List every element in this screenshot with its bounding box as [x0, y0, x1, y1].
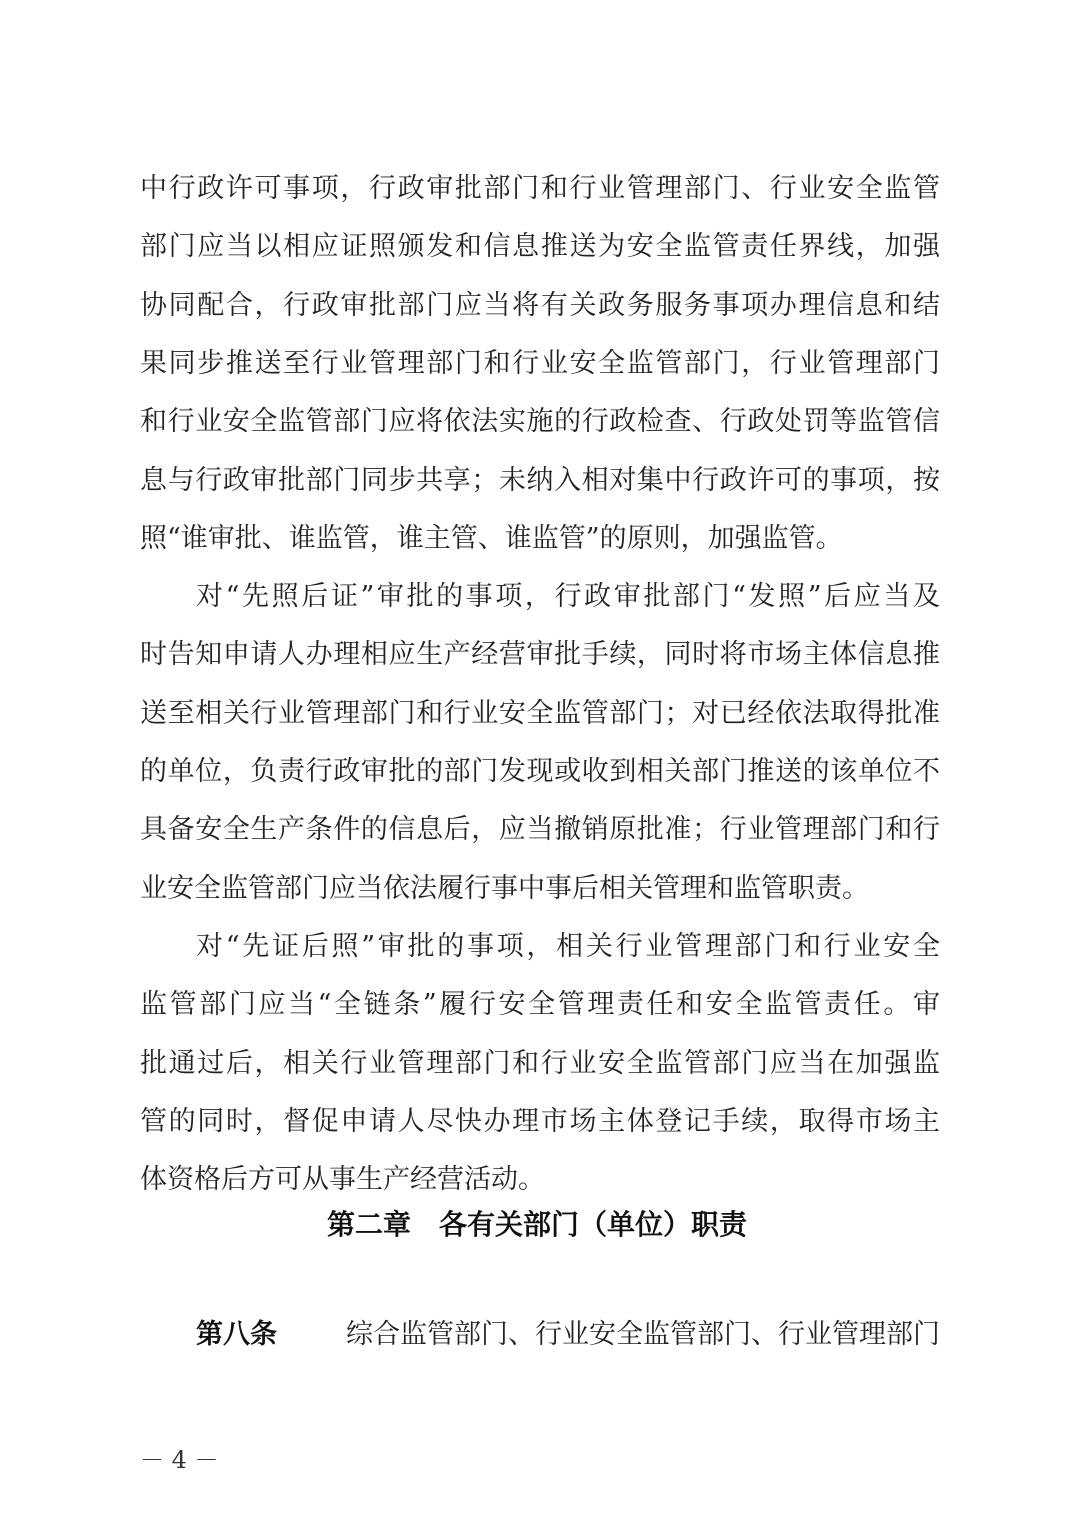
text-line: 对“先照后证”审批的事项，行政审批部门“发照”后应当及	[196, 581, 940, 613]
text-line: 监管部门应当“全链条”履行安全管理责任和安全监管责任。审	[140, 989, 940, 1021]
text-line: 部门应当以相应证照颁发和信息推送为安全监管责任界线，加强	[140, 231, 940, 263]
text-line: 照“谁审批、谁监管，谁主管、谁监管”的原则，加强监管。	[140, 522, 843, 554]
text-line: 的单位，负责行政审批的部门发现或收到相关部门推送的该单位不	[140, 756, 940, 787]
text-line: 送至相关行业管理部门和行业安全监管部门；对已经依法取得批准	[140, 697, 940, 729]
chapter-heading: 第二章 各有关部门（单位）职责	[326, 1208, 747, 1241]
text-line: 时告知申请人办理相应生产经营审批手续，同时将市场主体信息推	[140, 639, 940, 671]
text-line: 管的同时，督促申请人尽快办理市场主体登记手续，取得市场主	[140, 1105, 940, 1137]
text-line: 体资格后方可从事生产经营活动。	[140, 1164, 545, 1196]
text-line: 批通过后，相关行业管理部门和行业安全监管部门应当在加强监	[140, 1047, 940, 1079]
text-line: 中行政许可事项，行政审批部门和行业管理部门、行业安全监管	[140, 173, 940, 204]
text-line: 果同步推送至行业管理部门和行业安全监管部门，行业管理部门	[140, 347, 940, 379]
page-number: － 4 －	[140, 1446, 219, 1474]
text-line: 对“先证后照”审批的事项，相关行业管理部门和行业安全	[196, 930, 940, 962]
text-line: 息与行政审批部门同步共享；未纳入相对集中行政许可的事项，按	[140, 464, 940, 496]
article-line	[196, 1306, 940, 1364]
article-text: 综合监管部门、行业安全监管部门、行业管理部门	[346, 1319, 940, 1350]
text-line: 和行业安全监管部门应将依法实施的行政检查、行政处罚等监管信	[140, 406, 940, 438]
text-line: 具备安全生产条件的信息后，应当撤销原批准；行业管理部门和行	[140, 814, 940, 846]
text-line: 业安全监管部门应当依法履行事中事后相关管理和监管职责。	[140, 872, 869, 904]
text-line: 协同配合，行政审批部门应当将有关政务服务事项办理信息和结	[140, 289, 940, 321]
article-label: 第八条	[196, 1319, 277, 1350]
